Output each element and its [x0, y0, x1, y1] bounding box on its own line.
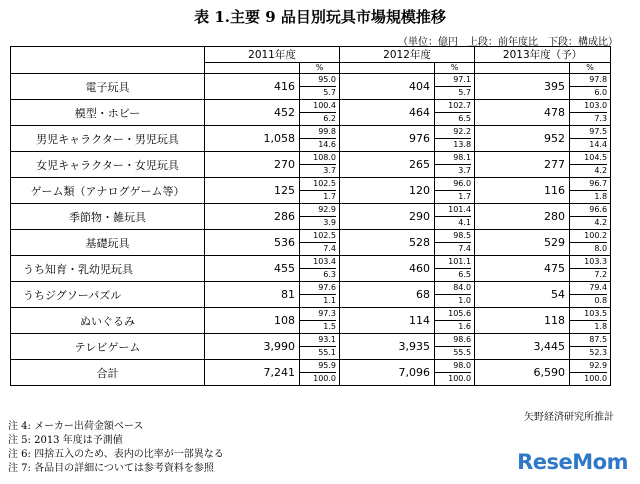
- table-row: [11, 178, 611, 204]
- market-value: 277: [475, 152, 570, 178]
- footnote: 注 6: 四捨五入のため、表内の比率が一部異なる: [8, 449, 224, 460]
- market-value: 286: [205, 204, 300, 230]
- header-year-2012: 2012年度: [340, 47, 475, 63]
- item-name: ゲーム類（アナログゲーム等）: [11, 178, 205, 204]
- ratio-cell: [300, 334, 340, 360]
- item-name: 女児キャラクター・女児玩具: [11, 152, 205, 178]
- ratio-cell: [570, 282, 611, 308]
- yoy-ratio: 103.5: [570, 308, 607, 321]
- market-value: 464: [340, 100, 435, 126]
- yoy-ratio: 102.5: [300, 230, 336, 243]
- ratio-cell: [300, 74, 340, 100]
- share-ratio: 4.2: [594, 166, 608, 175]
- ratio-cell: [300, 204, 340, 230]
- market-value: 7,241: [205, 360, 300, 386]
- yoy-ratio: 96.7: [570, 178, 607, 191]
- market-value: 416: [205, 74, 300, 100]
- footnotes: [8, 420, 224, 476]
- share-ratio: 7.4: [458, 244, 472, 253]
- yoy-ratio: 98.1: [435, 152, 471, 165]
- share-ratio: 7.2: [594, 270, 608, 279]
- footnote: 注 7: 各品目の詳細については参考資料を参照: [8, 463, 214, 474]
- share-ratio: 1.0: [458, 296, 472, 305]
- ratio-cell: [300, 282, 340, 308]
- ratio-cell: [570, 334, 611, 360]
- yoy-ratio: 96.0: [435, 178, 471, 191]
- yoy-ratio: 105.6: [435, 308, 471, 321]
- ratio-cell: [570, 204, 611, 230]
- yoy-ratio: 97.3: [300, 308, 336, 321]
- market-value: 114: [340, 308, 435, 334]
- item-name: 模型・ホビー: [11, 100, 205, 126]
- market-value: 290: [340, 204, 435, 230]
- ratio-cell: [570, 308, 611, 334]
- table-title: 表 1.主要 9 品目別玩具市場規模推移: [194, 8, 446, 26]
- table-row: [11, 308, 611, 334]
- yoy-ratio: 93.1: [300, 334, 336, 347]
- table-row: [11, 334, 611, 360]
- yoy-ratio: 98.6: [435, 334, 471, 347]
- share-ratio: 5.7: [323, 88, 337, 97]
- item-name: 基礎玩具: [11, 230, 205, 256]
- share-ratio: 55.1: [318, 348, 337, 357]
- share-ratio: 3.7: [458, 166, 472, 175]
- market-value: 280: [475, 204, 570, 230]
- yoy-ratio: 98.0: [435, 360, 471, 373]
- ratio-cell: [435, 334, 475, 360]
- ratio-cell: [435, 360, 475, 386]
- market-value: 475: [475, 256, 570, 282]
- table-row: [11, 100, 611, 126]
- yoy-ratio: 99.8: [300, 126, 336, 139]
- ratio-cell: [435, 230, 475, 256]
- yoy-ratio: 101.4: [435, 204, 471, 217]
- header-value-blank: [340, 63, 435, 74]
- header-year-2013: 2013年度（予）: [475, 47, 611, 63]
- ratio-cell: [300, 100, 340, 126]
- ratio-cell: [435, 282, 475, 308]
- share-ratio: 100.0: [313, 374, 337, 383]
- market-value: 108: [205, 308, 300, 334]
- ratio-cell: [300, 152, 340, 178]
- share-ratio: 1.8: [594, 192, 608, 201]
- ratio-cell: [300, 126, 340, 152]
- ratio-cell: [435, 308, 475, 334]
- ratio-cell: [300, 308, 340, 334]
- item-name: 季節物・雑玩具: [11, 204, 205, 230]
- share-ratio: 8.0: [594, 244, 608, 253]
- market-value: 68: [340, 282, 435, 308]
- market-value: 3,935: [340, 334, 435, 360]
- table-row: [11, 230, 611, 256]
- market-value: 529: [475, 230, 570, 256]
- market-value: 460: [340, 256, 435, 282]
- share-ratio: 1.8: [594, 322, 608, 331]
- ratio-cell: [570, 256, 611, 282]
- market-value: 81: [205, 282, 300, 308]
- table-row: [11, 152, 611, 178]
- header-value-blank: [205, 63, 300, 74]
- source-credit: 矢野経済研究所推計: [524, 412, 614, 423]
- yoy-ratio: 95.0: [300, 74, 336, 87]
- table-row: [11, 204, 611, 230]
- yoy-ratio: 103.0: [570, 100, 607, 113]
- yoy-ratio: 92.2: [435, 126, 471, 139]
- table-row: [11, 126, 611, 152]
- share-ratio: 14.6: [318, 140, 337, 149]
- share-ratio: 7.4: [323, 244, 337, 253]
- header-pct: %: [300, 63, 340, 74]
- ratio-cell: [570, 230, 611, 256]
- header-pct: %: [570, 63, 611, 74]
- share-ratio: 13.8: [453, 140, 472, 149]
- ratio-cell: [435, 74, 475, 100]
- market-value: 478: [475, 100, 570, 126]
- item-name: 電子玩具: [11, 74, 205, 100]
- share-ratio: 6.2: [323, 114, 337, 123]
- market-value: 116: [475, 178, 570, 204]
- yoy-ratio: 108.0: [300, 152, 336, 165]
- market-value: 3,990: [205, 334, 300, 360]
- yoy-ratio: 100.2: [570, 230, 607, 243]
- table-row: [11, 256, 611, 282]
- yoy-ratio: 87.5: [570, 334, 607, 347]
- units-note: （単位：億円 上段：前年度比 下段：構成比）: [398, 37, 618, 48]
- share-ratio: 1.5: [323, 322, 337, 331]
- ratio-cell: [435, 178, 475, 204]
- share-ratio: 1.7: [458, 192, 472, 201]
- yoy-ratio: 102.7: [435, 100, 471, 113]
- ratio-cell: [300, 360, 340, 386]
- market-value: 118: [475, 308, 570, 334]
- share-ratio: 6.3: [323, 270, 337, 279]
- share-ratio: 6.0: [594, 88, 608, 97]
- share-ratio: 6.5: [458, 270, 472, 279]
- market-value: 976: [340, 126, 435, 152]
- share-ratio: 1.7: [323, 192, 337, 201]
- yoy-ratio: 97.1: [435, 74, 471, 87]
- market-value: 404: [340, 74, 435, 100]
- ratio-cell: [300, 230, 340, 256]
- share-ratio: 52.3: [589, 348, 608, 357]
- header-blank: [11, 47, 205, 74]
- share-ratio: 3.7: [323, 166, 337, 175]
- market-value: 528: [340, 230, 435, 256]
- share-ratio: 7.3: [594, 114, 608, 123]
- ratio-cell: [300, 256, 340, 282]
- market-value: 452: [205, 100, 300, 126]
- table-row: [11, 74, 611, 100]
- yoy-ratio: 95.9: [300, 360, 336, 373]
- share-ratio: 1.6: [458, 322, 472, 331]
- yoy-ratio: 97.6: [300, 282, 336, 295]
- market-value: 395: [475, 74, 570, 100]
- yoy-ratio: 79.4: [570, 282, 607, 295]
- item-name: うちジグソーパズル: [11, 282, 205, 308]
- market-value: 455: [205, 256, 300, 282]
- market-value: 536: [205, 230, 300, 256]
- market-value: 952: [475, 126, 570, 152]
- ratio-cell: [570, 152, 611, 178]
- market-value: 54: [475, 282, 570, 308]
- yoy-ratio: 103.3: [570, 256, 607, 269]
- item-name: うち知育・乳幼児玩具: [11, 256, 205, 282]
- yoy-ratio: 98.5: [435, 230, 471, 243]
- item-name: 男児キャラクター・男児玩具: [11, 126, 205, 152]
- share-ratio: 1.1: [323, 296, 337, 305]
- yoy-ratio: 101.1: [435, 256, 471, 269]
- share-ratio: 3.9: [323, 218, 337, 227]
- header-pct: %: [435, 63, 475, 74]
- ratio-cell: [570, 360, 611, 386]
- item-name: テレビゲーム: [11, 334, 205, 360]
- yoy-ratio: 84.0: [435, 282, 471, 295]
- item-name: ぬいぐるみ: [11, 308, 205, 334]
- share-ratio: 0.8: [594, 296, 608, 305]
- ratio-cell: [570, 100, 611, 126]
- market-value: 1,058: [205, 126, 300, 152]
- yoy-ratio: 103.4: [300, 256, 336, 269]
- table-row: [11, 282, 611, 308]
- footnote: 注 5: 2013 年度は予測値: [8, 435, 123, 446]
- table-row: [11, 360, 611, 386]
- yoy-ratio: 104.5: [570, 152, 607, 165]
- yoy-ratio: 102.5: [300, 178, 336, 191]
- share-ratio: 100.0: [584, 374, 608, 383]
- share-ratio: 6.5: [458, 114, 472, 123]
- share-ratio: 100.0: [448, 374, 472, 383]
- resemom-logo: ReseMom: [517, 450, 628, 474]
- share-ratio: 4.2: [594, 218, 608, 227]
- ratio-cell: [570, 178, 611, 204]
- ratio-cell: [435, 152, 475, 178]
- market-table: [10, 46, 611, 386]
- yoy-ratio: 97.5: [570, 126, 607, 139]
- share-ratio: 4.1: [458, 218, 472, 227]
- market-value: 3,445: [475, 334, 570, 360]
- ratio-cell: [570, 74, 611, 100]
- market-value: 7,096: [340, 360, 435, 386]
- share-ratio: 14.4: [589, 140, 608, 149]
- yoy-ratio: 92.9: [300, 204, 336, 217]
- market-value: 125: [205, 178, 300, 204]
- header-value-blank: [475, 63, 570, 74]
- share-ratio: 5.7: [458, 88, 472, 97]
- yoy-ratio: 96.6: [570, 204, 607, 217]
- market-value: 270: [205, 152, 300, 178]
- market-value: 265: [340, 152, 435, 178]
- header-year-2011: 2011年度: [205, 47, 340, 63]
- ratio-cell: [435, 256, 475, 282]
- ratio-cell: [435, 100, 475, 126]
- ratio-cell: [435, 204, 475, 230]
- yoy-ratio: 100.4: [300, 100, 336, 113]
- ratio-cell: [570, 126, 611, 152]
- share-ratio: 55.5: [453, 348, 472, 357]
- market-value: 120: [340, 178, 435, 204]
- yoy-ratio: 97.8: [570, 74, 607, 87]
- footnote: 注 4: メーカー出荷金額ベース: [8, 421, 144, 432]
- ratio-cell: [300, 178, 340, 204]
- item-name: 合計: [11, 360, 205, 386]
- market-value: 6,590: [475, 360, 570, 386]
- yoy-ratio: 92.9: [570, 360, 607, 373]
- ratio-cell: [435, 126, 475, 152]
